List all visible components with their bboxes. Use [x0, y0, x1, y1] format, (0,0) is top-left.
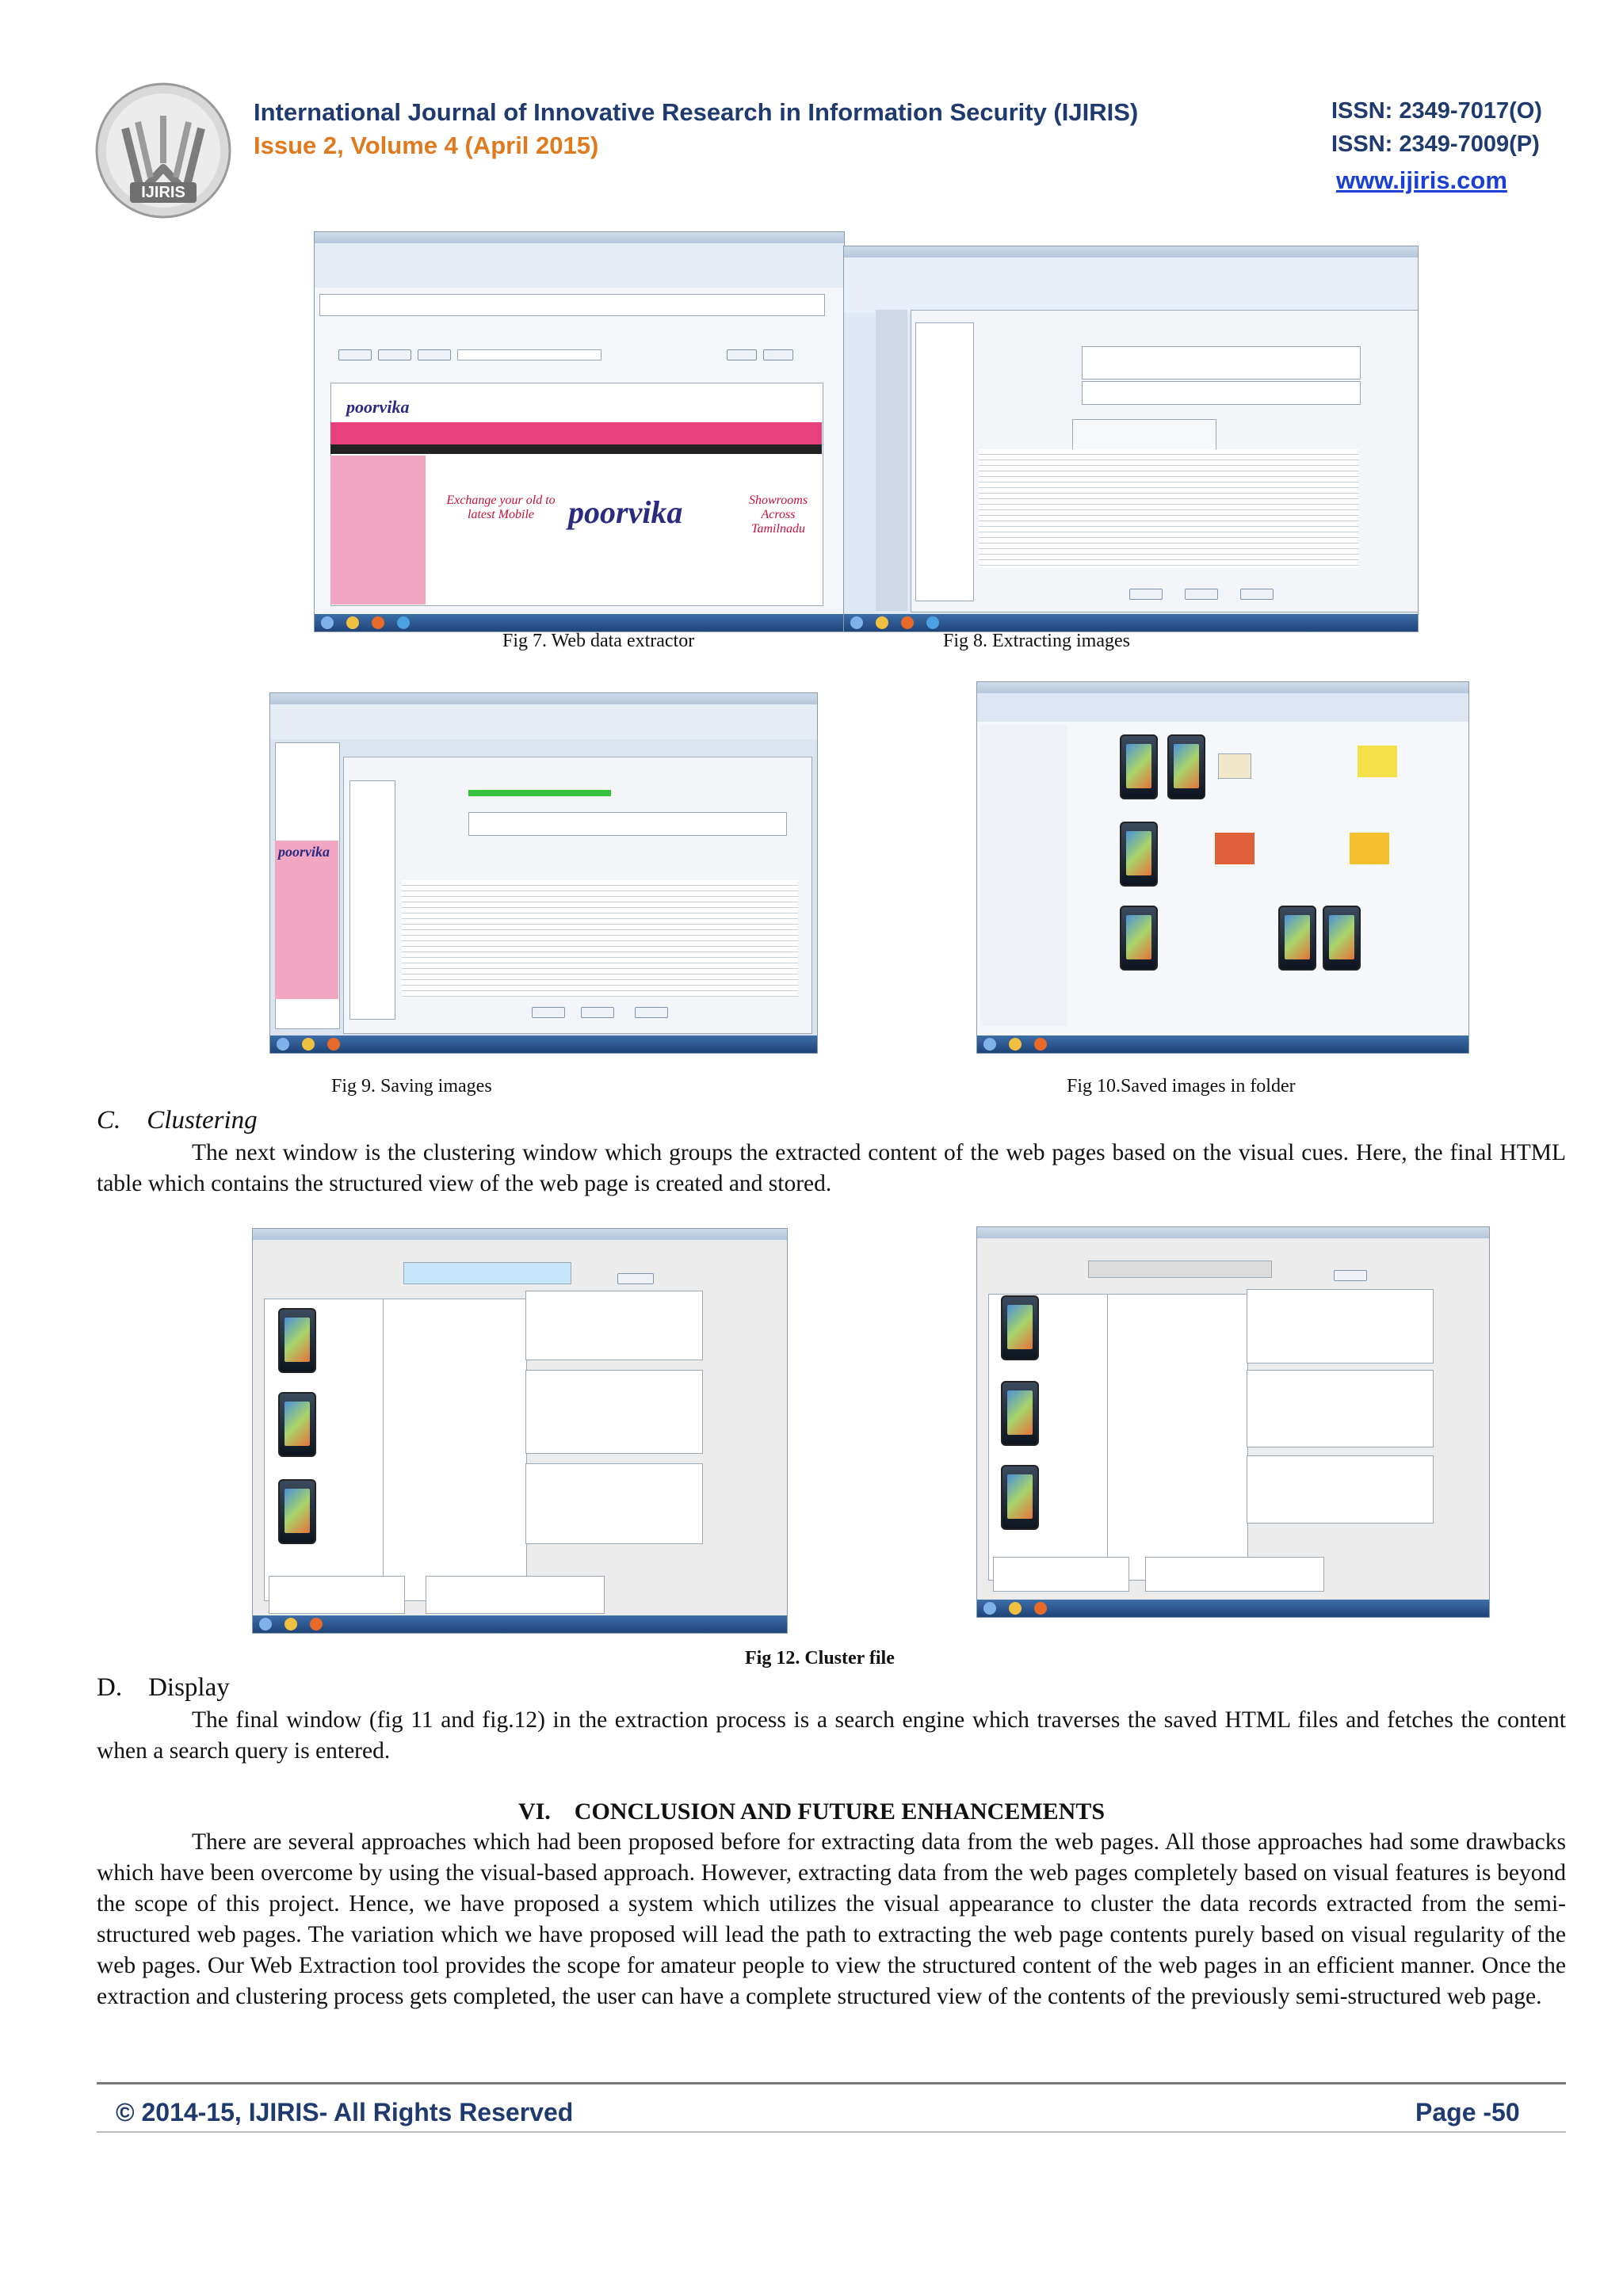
footer-rule-bottom	[97, 2131, 1566, 2133]
issue-info: Issue 2, Volume 4 (April 2015)	[254, 132, 599, 159]
display-heading: D. Display	[97, 1673, 230, 1702]
journal-title: International Journal of Innovative Research in Information Security (IJIRIS)	[254, 98, 1139, 126]
fig12-caption: Fig 12. Cluster file	[745, 1648, 895, 1669]
fig9-caption: Fig 9. Saving images	[331, 1076, 492, 1097]
fig9-screenshot	[269, 692, 818, 1054]
display-text: The final window (fig 11 and fig.12) in the extraction process is a search engine which traverses the saved HTML files and fetches the content when a search query is entered.	[97, 1707, 1566, 1764]
issn-online: ISSN: 2349-7017(O)	[1331, 98, 1542, 124]
conclusion-text: There are several approaches which had been proposed before for extracting data from the web pages. All those approaches had some drawbacks which have been overcome by using the visual-based approach. However, extracting data from the web pages completely based on visual features is beyond the scope of this project. Hence, we have proposed a system which utilizes the visual appearance to cluster the data records extracted from the semi-structured web pages. The variation which we have proposed will lead the path to extracting the web page contents purely based on visual regularity of the web pages. Our Web Extraction tool provides the scope for amateur people to view the structured content of the web pages in an efficient manner. Once the extraction and clustering process gets completed, the user can have a complete structured view of the contents of the previously semi-structured web page.	[97, 1829, 1566, 2009]
footer-rule	[97, 2082, 1566, 2084]
clustering-heading: C. Clustering	[97, 1106, 258, 1135]
display-paragraph	[97, 1705, 1566, 1767]
fig9-poorvika-logo: poorvika	[278, 844, 330, 860]
fig7-right-slogan: Showrooms Across Tamilnadu	[748, 494, 808, 536]
fig10-caption: Fig 10.Saved images in folder	[1067, 1076, 1296, 1097]
conclusion-heading: VI. CONCLUSION AND FUTURE ENHANCEMENTS	[517, 1798, 1106, 1825]
conclusion-paragraph	[97, 1827, 1566, 2012]
logo-text: IJIRIS	[141, 184, 185, 201]
copyright: © 2014-15, IJIRIS- All Rights Reserved	[116, 2098, 574, 2126]
cluster-screenshot-left	[252, 1228, 788, 1634]
fig10-screenshot	[976, 681, 1469, 1054]
fig8-caption: Fig 8. Extracting images	[943, 631, 1130, 651]
poorvika-logo-large: poorvika	[568, 494, 683, 530]
fig7-screenshot	[314, 231, 845, 632]
issn-print: ISSN: 2349-7009(P)	[1331, 132, 1540, 157]
page-number: Page -50	[1415, 2098, 1520, 2126]
fig7-left-slogan: Exchange your old to latest Mobile	[446, 494, 556, 521]
clustering-text: The next window is the clustering window which groups the extracted content of the web pages based on the visual cues. Here, the final HTML table which contains the structured view of the web page is created and stored.	[97, 1140, 1566, 1196]
journal-logo	[94, 81, 233, 220]
fig7-caption: Fig 7. Web data extractor	[502, 631, 695, 651]
fig8-screenshot	[843, 246, 1419, 632]
website-link[interactable]: www.ijiris.com	[1336, 166, 1507, 194]
clustering-paragraph	[97, 1138, 1566, 1199]
poorvika-logo-small: poorvika	[346, 397, 410, 417]
cluster-screenshot-right	[976, 1226, 1490, 1618]
